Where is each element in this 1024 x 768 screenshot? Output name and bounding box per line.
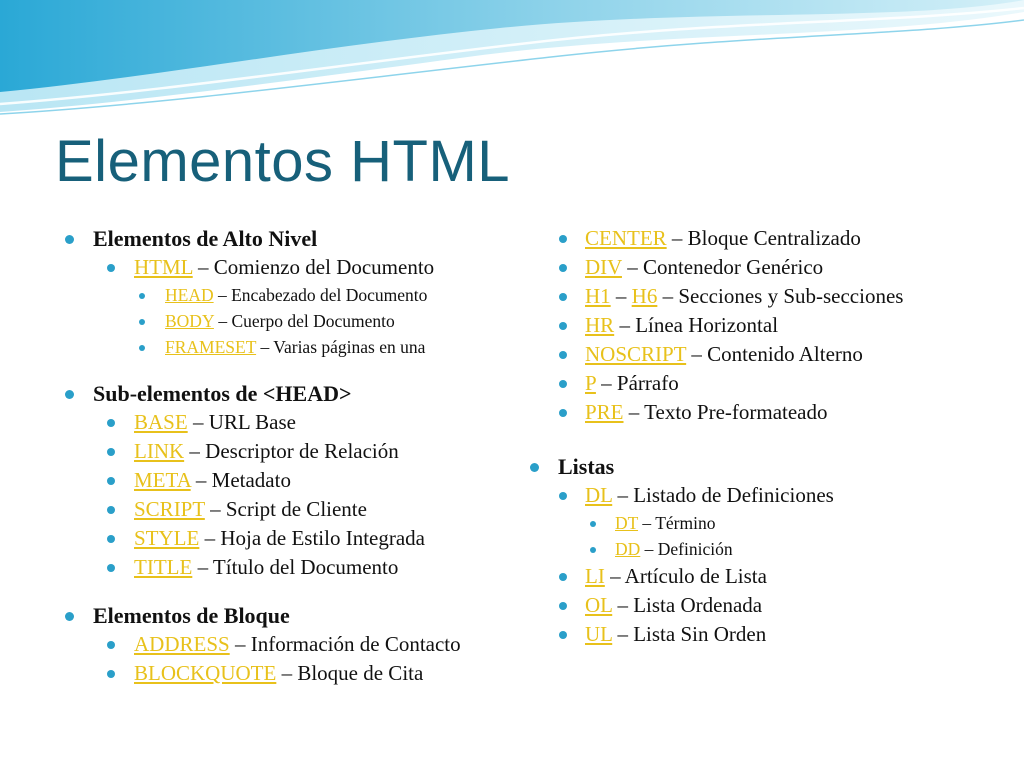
bullet-icon bbox=[65, 612, 74, 621]
list-item-li: LI – Artículo de Lista bbox=[556, 562, 996, 591]
link-head[interactable]: HEAD bbox=[165, 285, 214, 305]
list-item-script: SCRIPT – Script de Cliente bbox=[62, 495, 522, 524]
link-hr[interactable]: HR bbox=[585, 313, 615, 337]
list-item-html: HTML – Comienzo del Documento bbox=[62, 253, 522, 282]
link-script[interactable]: SCRIPT bbox=[134, 497, 205, 521]
list-item-meta: META – Metadato bbox=[62, 466, 522, 495]
list-item-pre: PRE – Texto Pre-formateado bbox=[556, 398, 996, 427]
list-item-style: STYLE – Hoja de Estilo Integrada bbox=[62, 524, 522, 553]
bullet-icon bbox=[107, 506, 115, 514]
list-item-base: BASE – URL Base bbox=[62, 408, 522, 437]
link-h6[interactable]: H6 bbox=[631, 284, 658, 308]
link-div[interactable]: DIV bbox=[585, 255, 622, 279]
link-dd[interactable]: DD bbox=[615, 539, 641, 559]
link-dt[interactable]: DT bbox=[615, 513, 639, 533]
bullet-icon bbox=[65, 390, 74, 399]
link-p[interactable]: P bbox=[585, 371, 596, 395]
bullet-icon bbox=[530, 463, 539, 472]
list-item-dt: DT – Término bbox=[556, 510, 996, 536]
list-item-ul: UL – Lista Sin Orden bbox=[556, 620, 996, 649]
link-noscript[interactable]: NOSCRIPT bbox=[585, 342, 687, 366]
bullet-icon bbox=[107, 419, 115, 427]
list-item-title: TITLE – Título del Documento bbox=[62, 553, 522, 582]
bullet-icon bbox=[559, 631, 567, 639]
list-item-address: ADDRESS – Información de Contacto bbox=[62, 630, 522, 659]
list-item-center: CENTER – Bloque Centralizado bbox=[556, 224, 996, 253]
bullet-icon bbox=[139, 293, 145, 299]
list-item-blockquote: BLOCKQUOTE – Bloque de Cita bbox=[62, 659, 522, 688]
section-heading-bloque: Elementos de Bloque bbox=[62, 601, 522, 630]
link-base[interactable]: BASE bbox=[134, 410, 188, 434]
list-item-hr: HR – Línea Horizontal bbox=[556, 311, 996, 340]
link-html[interactable]: HTML bbox=[134, 255, 193, 279]
list-item-frameset: FRAMESET – Varias páginas en una bbox=[62, 334, 522, 360]
bullet-icon bbox=[559, 492, 567, 500]
link-li[interactable]: LI bbox=[585, 564, 605, 588]
link-link[interactable]: LINK bbox=[134, 439, 185, 463]
bullet-icon bbox=[139, 319, 145, 325]
bullet-icon bbox=[590, 547, 596, 553]
list-item-ol: OL – Lista Ordenada bbox=[556, 591, 996, 620]
list-item-head: HEAD – Encabezado del Documento bbox=[62, 282, 522, 308]
link-meta[interactable]: META bbox=[134, 468, 191, 492]
bullet-icon bbox=[107, 448, 115, 456]
link-ol[interactable]: OL bbox=[585, 593, 613, 617]
list-item-body: BODY – Cuerpo del Documento bbox=[62, 308, 522, 334]
link-body[interactable]: BODY bbox=[165, 311, 214, 331]
link-dl[interactable]: DL bbox=[585, 483, 613, 507]
list-item-dd: DD – Definición bbox=[556, 536, 996, 562]
bullet-icon bbox=[590, 521, 596, 527]
link-pre[interactable]: PRE bbox=[585, 400, 624, 424]
list-item-div: DIV – Contenedor Genérico bbox=[556, 253, 996, 282]
left-column-list bbox=[62, 224, 522, 688]
section-heading-listas: Listas bbox=[527, 452, 996, 481]
list-item-link: LINK – Descriptor de Relación bbox=[62, 437, 522, 466]
bullet-icon bbox=[65, 235, 74, 244]
section-heading-alto-nivel: Elementos de Alto Nivel bbox=[62, 224, 522, 253]
link-frameset[interactable]: FRAMESET bbox=[165, 337, 257, 357]
bullet-icon bbox=[559, 602, 567, 610]
bullet-icon bbox=[139, 345, 145, 351]
link-blockquote[interactable]: BLOCKQUOTE bbox=[134, 661, 277, 685]
header-wave-decoration bbox=[0, 0, 1024, 140]
link-address[interactable]: ADDRESS bbox=[134, 632, 230, 656]
bullet-icon bbox=[107, 564, 115, 572]
slide-title: Elementos HTML bbox=[55, 129, 511, 194]
link-style[interactable]: STYLE bbox=[134, 526, 200, 550]
list-item-dl: DL – Listado de Definiciones bbox=[556, 481, 996, 510]
bullet-icon bbox=[107, 477, 115, 485]
link-center[interactable]: CENTER bbox=[585, 226, 667, 250]
list-item-noscript: NOSCRIPT – Contenido Alterno bbox=[556, 340, 996, 369]
bullet-icon bbox=[107, 264, 115, 272]
section-heading-sub-elementos: Sub-elementos de <HEAD> bbox=[62, 379, 522, 408]
right-column-list bbox=[556, 224, 996, 649]
bullet-icon bbox=[559, 409, 567, 417]
list-item-headings: H1 – H6 – Secciones y Sub-secciones bbox=[556, 282, 996, 311]
bullet-icon bbox=[107, 641, 115, 649]
bullet-icon bbox=[107, 535, 115, 543]
bullet-icon bbox=[559, 235, 567, 243]
link-h1[interactable]: H1 bbox=[585, 284, 611, 308]
bullet-icon bbox=[559, 293, 567, 301]
bullet-icon bbox=[107, 670, 115, 678]
bullet-icon bbox=[559, 351, 567, 359]
bullet-icon bbox=[559, 264, 567, 272]
list-item-p: P – Párrafo bbox=[556, 369, 996, 398]
bullet-icon bbox=[559, 322, 567, 330]
bullet-icon bbox=[559, 380, 567, 388]
link-ul[interactable]: UL bbox=[585, 622, 613, 646]
link-title[interactable]: TITLE bbox=[134, 555, 193, 579]
bullet-icon bbox=[559, 573, 567, 581]
